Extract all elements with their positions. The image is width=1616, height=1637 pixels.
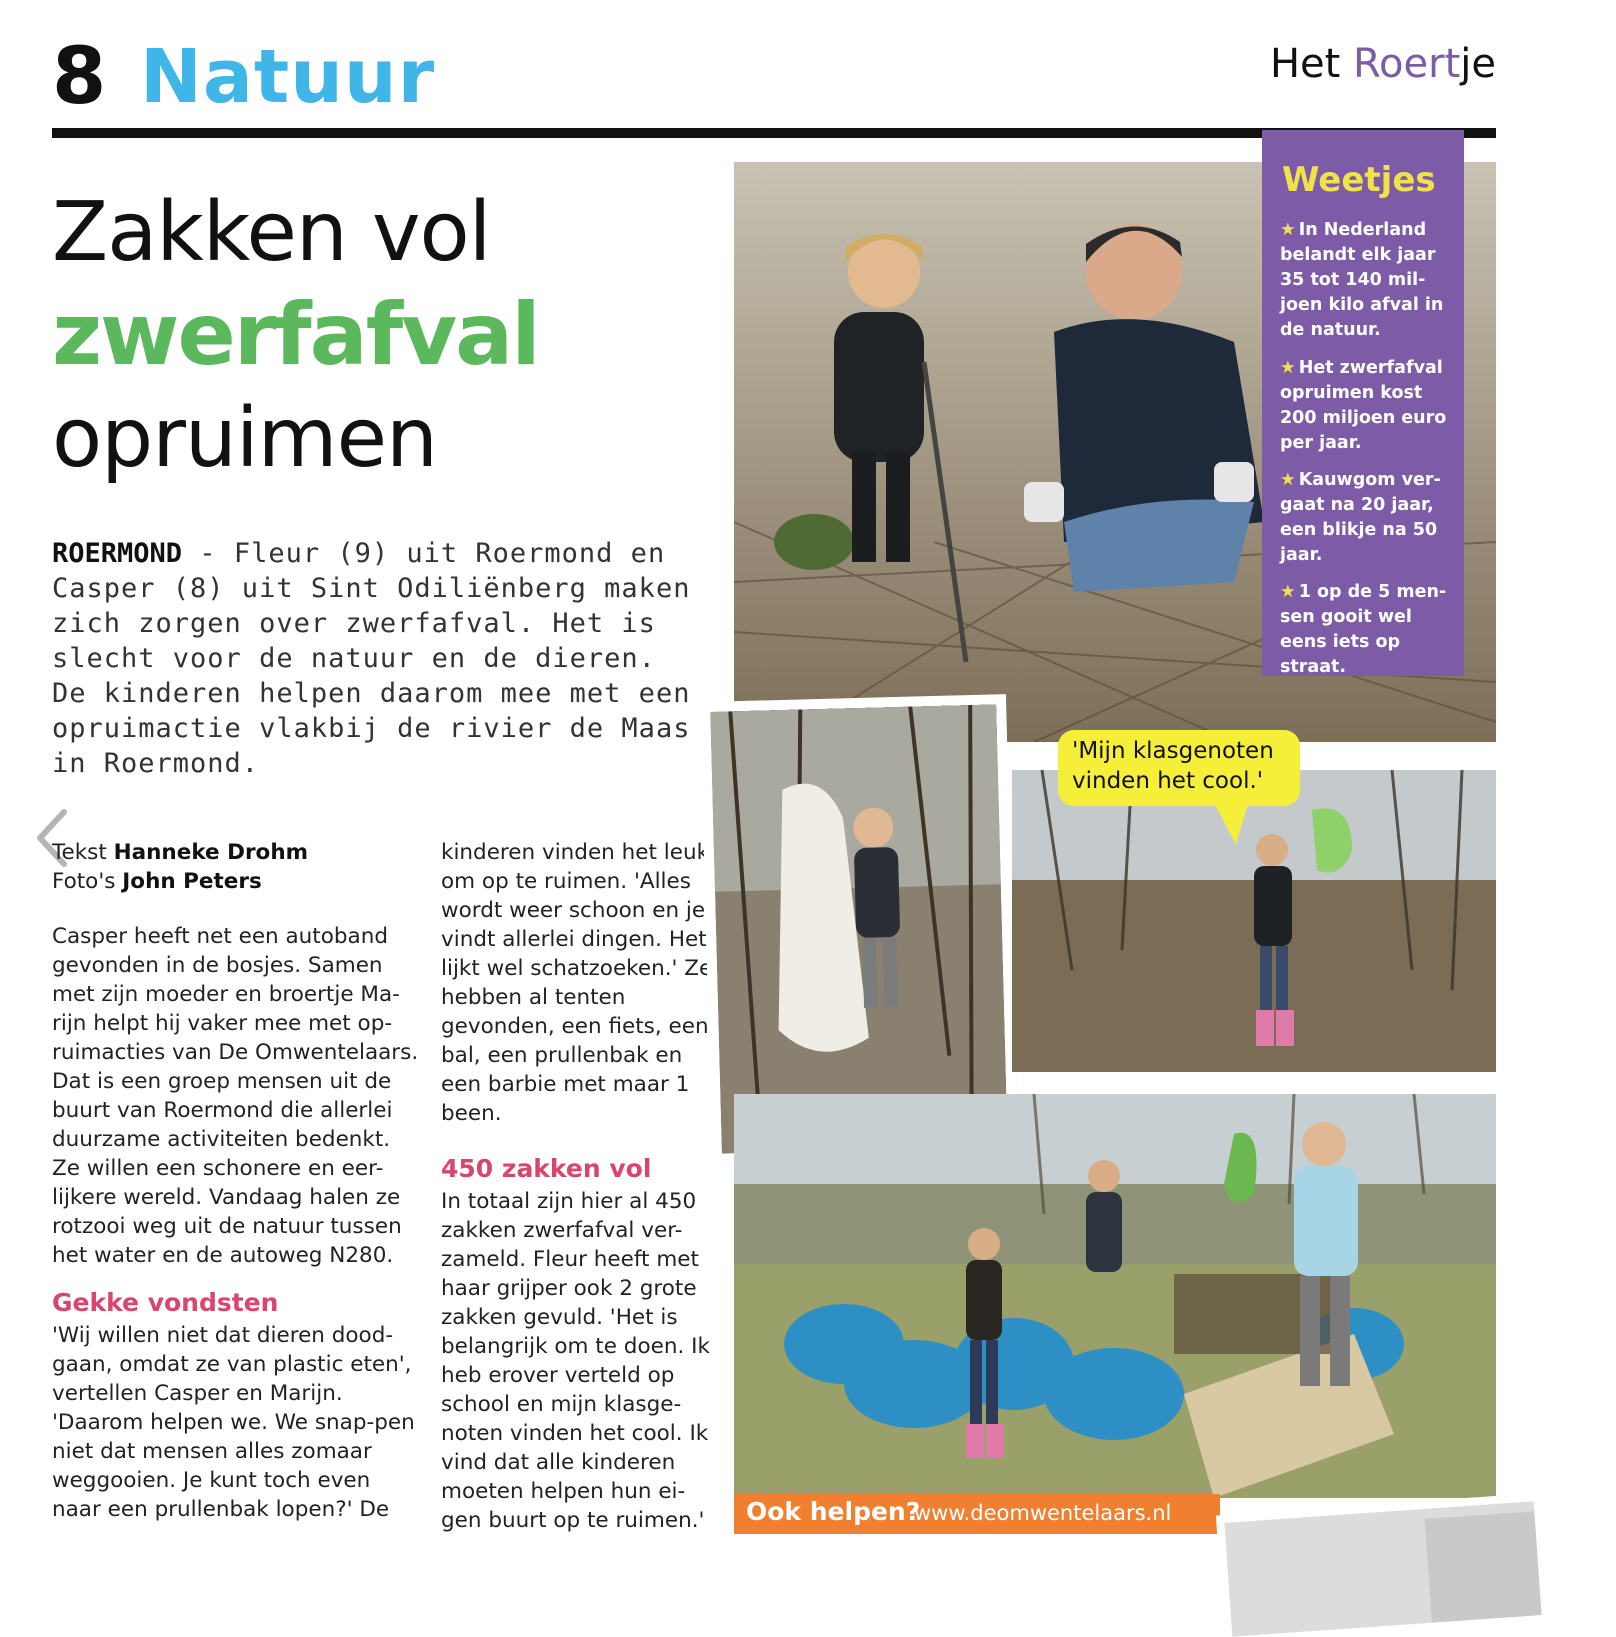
headline-line-3: opruimen bbox=[52, 391, 437, 486]
publication-logo bbox=[1269, 41, 1496, 87]
headline-line-1: Zakken vol bbox=[52, 185, 491, 280]
credit-photo-author: John Peters bbox=[122, 869, 262, 894]
fact-text: Kauwgom ver-gaat na 20 jaar, een blikje na 50 jaar. bbox=[1280, 470, 1441, 565]
section-title: Natuur bbox=[140, 34, 436, 120]
logo-part-je: je bbox=[1460, 41, 1496, 87]
quote-text: 'Mijn klasgenoten vinden het cool.' bbox=[1072, 738, 1274, 794]
fact-text: Het zwerfafval opruimen kost 200 miljoen euro per jaar. bbox=[1280, 358, 1447, 453]
star-icon: ★ bbox=[1280, 582, 1296, 602]
star-icon: ★ bbox=[1280, 470, 1296, 490]
page-number: 8 bbox=[52, 32, 107, 122]
facts-title: Weetjes bbox=[1282, 160, 1436, 200]
facts-box bbox=[1262, 130, 1464, 676]
headline-line-2: zwerfafval bbox=[52, 285, 539, 385]
fact-text: In Nederland belandt elk jaar 35 tot 140 mil-joen kilo afval in de natuur. bbox=[1280, 220, 1444, 340]
fact-item bbox=[1280, 218, 1456, 343]
subheading: Gekke vondsten bbox=[52, 1288, 279, 1317]
article-paragraph: In totaal zijn hier al 450 zakken zwerfafval ver-zameld. Fleur heeft met haar grijper ook 2 grote zakken gevuld. 'Het is belangrijk om te doen. Ik heb erover verteld op school en mijn klasge-noten vinden het cool. Ik vind dat alle kinderen moeten helpen hun ei-gen buurt op te ruimen.' bbox=[441, 1189, 710, 1533]
credit-text-label: Tekst bbox=[52, 840, 114, 865]
photo-girl-with-bag bbox=[1012, 770, 1496, 1072]
intro-paragraph bbox=[52, 536, 692, 781]
cta-link[interactable]: www.deomwentelaars.nl bbox=[914, 1501, 1172, 1525]
dateline: ROERMOND bbox=[52, 538, 183, 569]
cta-banner bbox=[734, 1494, 1220, 1534]
star-icon: ★ bbox=[1280, 220, 1296, 240]
credit-text-author: Hanneke Drohm bbox=[113, 840, 309, 865]
star-icon: ★ bbox=[1280, 358, 1296, 378]
fact-item bbox=[1280, 580, 1456, 680]
logo-part-roert: Roert bbox=[1353, 41, 1461, 87]
article-paragraph: 'Wij willen niet dat dieren dood-gaan, omdat ze van plastic eten', vertellen Casper en Marijn. 'Daarom helpen we. We snap-pen niet dat mensen alles zomaar weggooien. Je kunt toch even naar een prullenbak lopen?' De bbox=[52, 1323, 415, 1522]
fact-item bbox=[1280, 468, 1456, 568]
article-paragraph: kinderen vinden het leuk om op te ruimen. 'Alles wordt weer schoon en je vindt allerlei dingen. Het lijkt wel schatzoeken.' Ze hebben al tenten gevonden, een fiets, een bal, een prullenbak en een barbie met maar 1 been. bbox=[441, 840, 713, 1126]
credit-text bbox=[52, 838, 422, 867]
intro-text: - Fleur (9) uit Roermond en Casper (8) uit Sint Odiliënberg maken zich zorgen over zwerfafval. Het is slecht voor de natuur en de dieren. De kinderen helpen daarom mee met een opruimactie vlakbij de rivier de Maas in Roermond. bbox=[52, 538, 691, 779]
article-column-1 bbox=[52, 838, 422, 1524]
logo-part-het: Het bbox=[1269, 41, 1354, 87]
next-page-photo-peek bbox=[1224, 1501, 1541, 1636]
credit-photo bbox=[52, 867, 422, 896]
fact-text: 1 op de 5 men-sen gooit wel eens iets op straat. bbox=[1280, 582, 1447, 677]
photo-kids-with-garbage-bags bbox=[734, 1094, 1496, 1498]
article-column-2 bbox=[441, 838, 713, 1535]
speech-bubble bbox=[1058, 730, 1300, 806]
credit-photo-label: Foto's bbox=[52, 869, 123, 894]
article-paragraph: Casper heeft net een autoband gevonden in de bosjes. Samen met zijn moeder en broertje Ma-rijn helpt hij vaker mee met op-ruimacties van De Omwentelaars. Dat is een groep mensen uit de buurt van Roermond die allerlei duurzame activiteiten bedenkt. Ze willen een schonere en eer-lijkere wereld. Vandaag halen ze rotzooi weg uit de natuur tussen het water en de autoweg N280. bbox=[52, 924, 419, 1268]
cta-label: Ook helpen? bbox=[746, 1497, 921, 1526]
subheading: 450 zakken vol bbox=[441, 1154, 652, 1183]
fact-item bbox=[1280, 356, 1456, 456]
photo-boy-with-plastic bbox=[710, 704, 1007, 1153]
